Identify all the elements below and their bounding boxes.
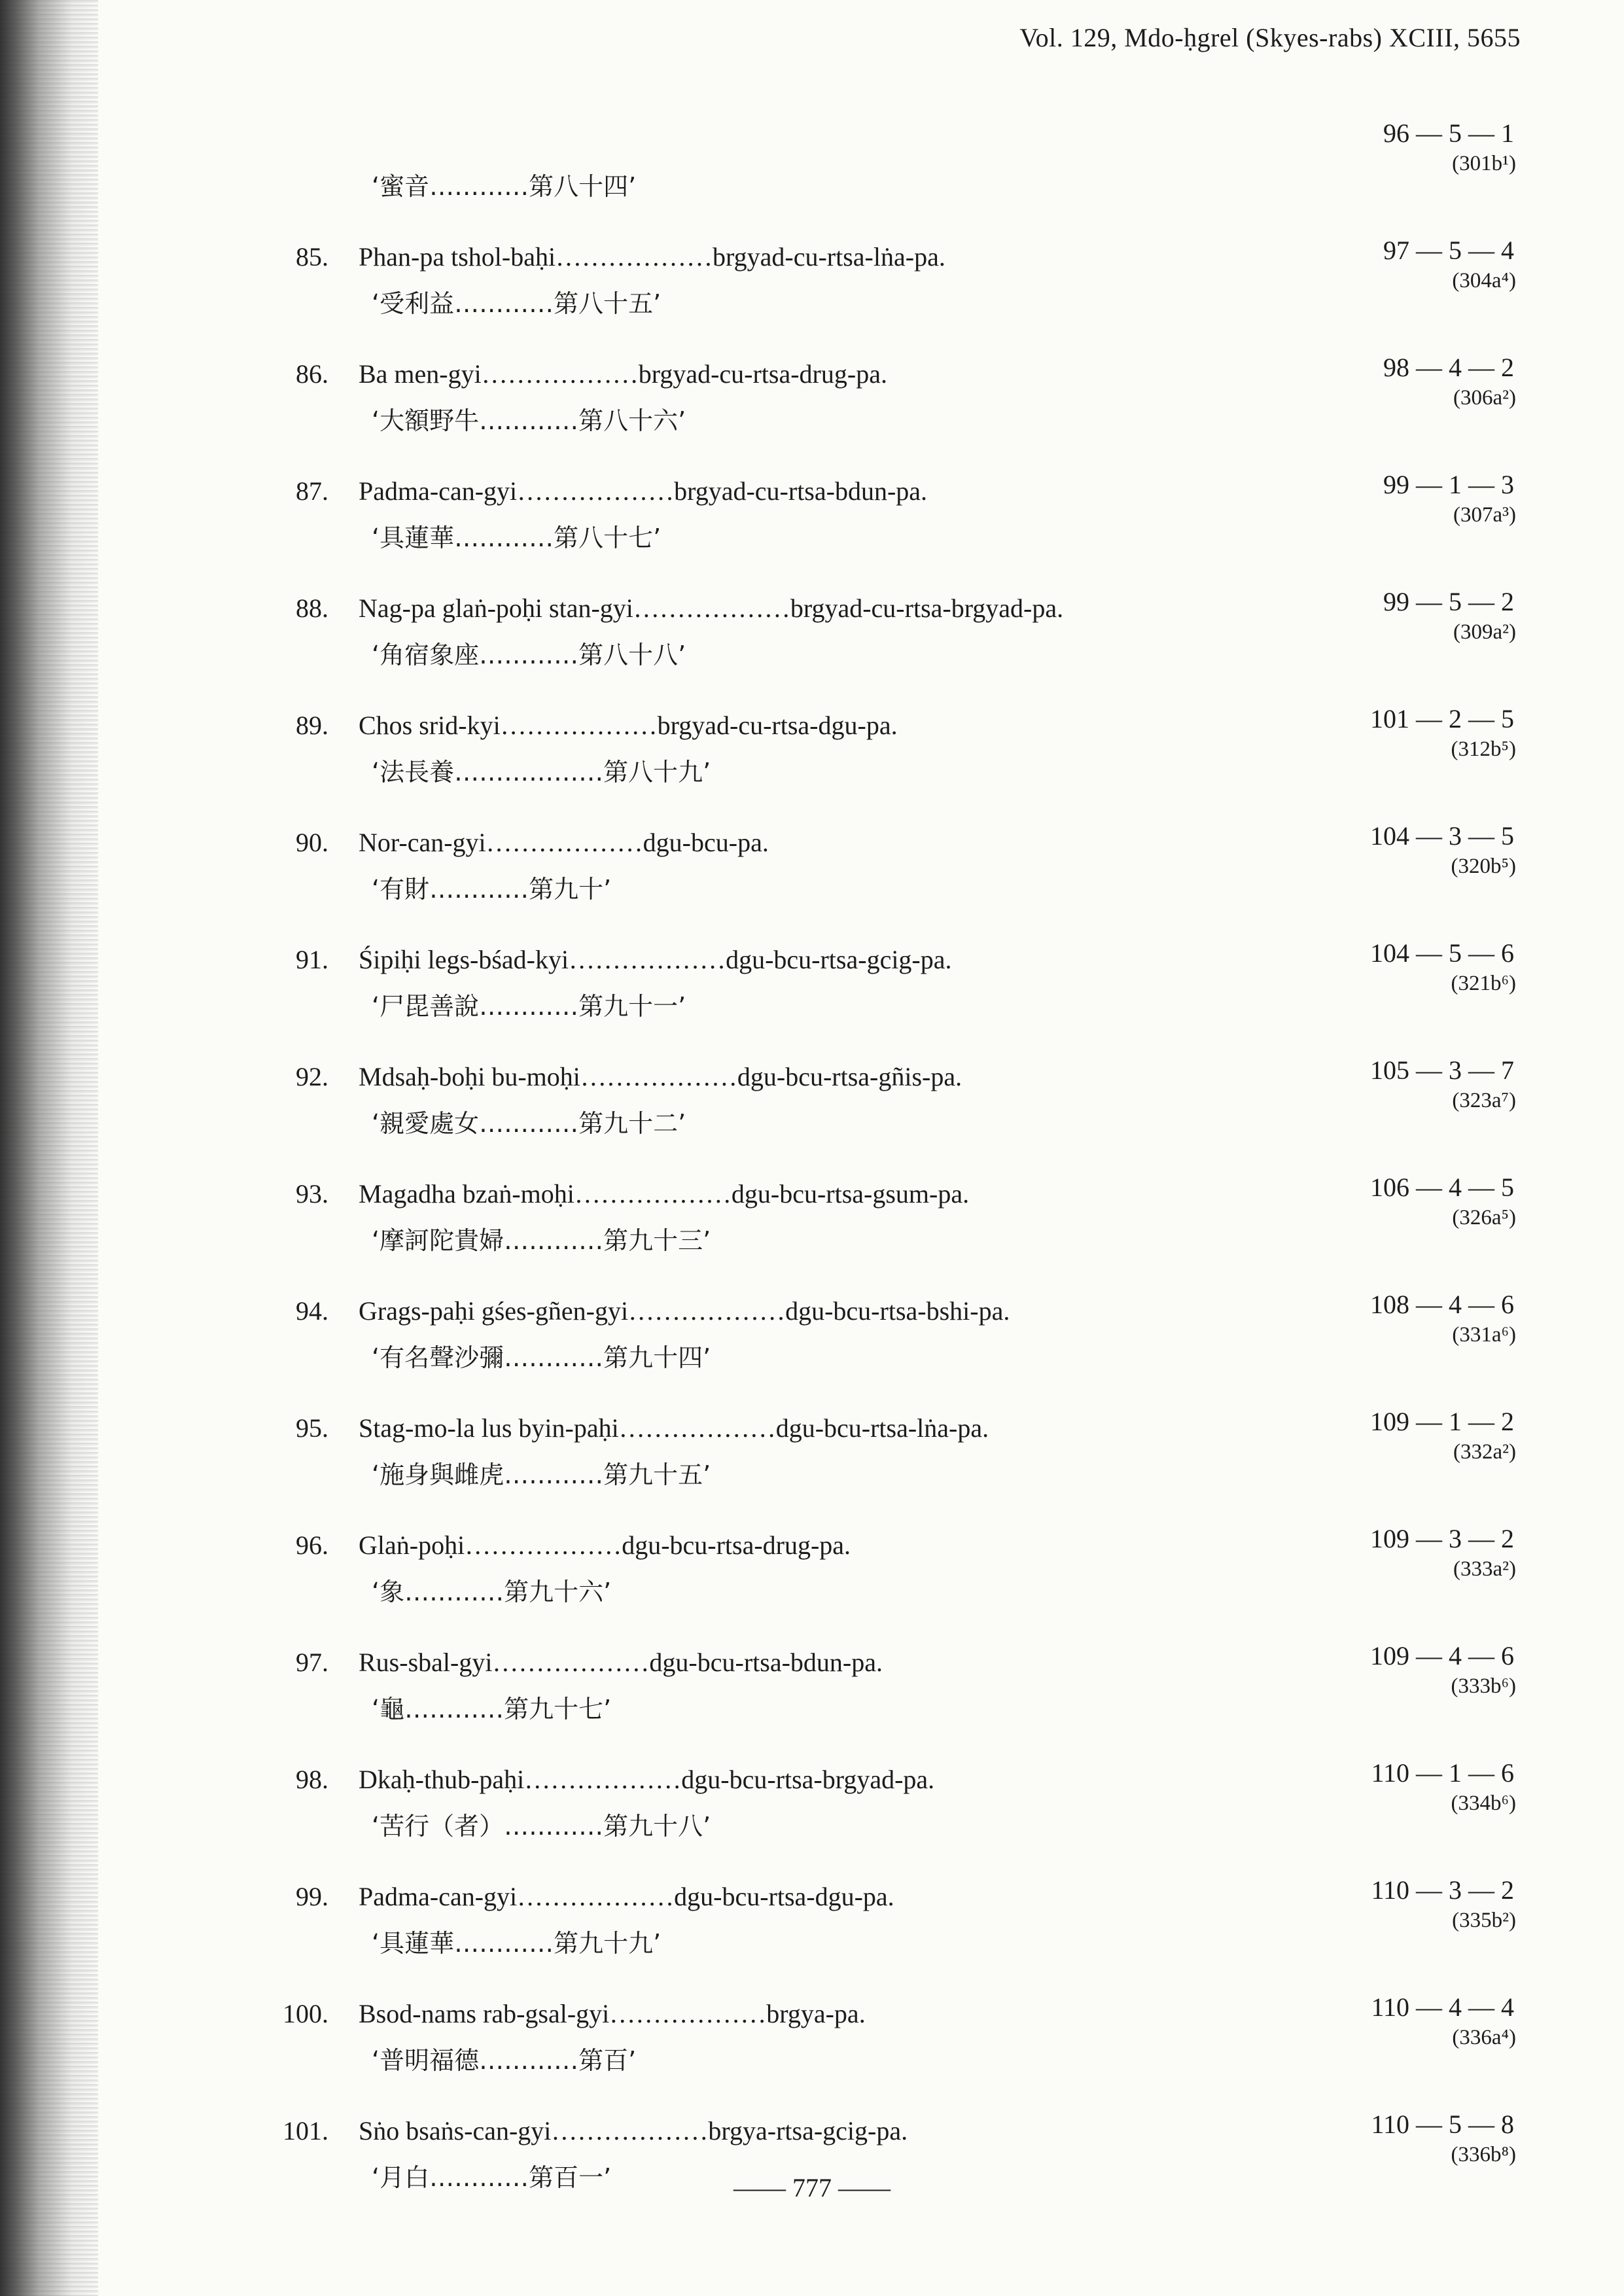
entry-folio: (323a⁷) — [1452, 1089, 1516, 1112]
entry-tibetan-title: Rus-sbal-gyi………………dgu-bcu-rtsa-bdun-pa. — [359, 1648, 883, 1677]
entry-chinese-title: ‘普明福德…………第百’ — [372, 2046, 637, 2075]
entry-folio: (336b⁸) — [1451, 2143, 1516, 2166]
entry-number: 99. — [296, 1882, 328, 1911]
catalogue-entry — [0, 1289, 1624, 1406]
entry-reference: 104 — 5 — 6 — [1370, 938, 1514, 968]
entry-tibetan-title: Glaṅ-poḥi………………dgu-bcu-rtsa-drug-pa. — [359, 1530, 851, 1560]
catalogue-entry — [0, 1172, 1624, 1289]
entry-number: 94. — [296, 1296, 328, 1326]
entry-folio: (331a⁶) — [1452, 1323, 1516, 1347]
entry-chinese-title: ‘具蓮華…………第八十七’ — [372, 523, 662, 552]
entry-folio: (307a³) — [1453, 503, 1516, 527]
catalogue-entry — [0, 118, 1624, 235]
entry-reference: 98 — 4 — 2 — [1383, 353, 1514, 382]
entry-number: 101. — [283, 2116, 328, 2146]
entry-folio: (312b⁵) — [1451, 737, 1516, 761]
catalogue-entry — [0, 1757, 1624, 1875]
entry-reference: 101 — 2 — 5 — [1370, 704, 1514, 733]
entry-reference: 105 — 3 — 7 — [1370, 1055, 1514, 1085]
entry-tibetan-title: Dkaḥ-thub-paḥi………………dgu-bcu-rtsa-brgyad-pa. — [359, 1765, 935, 1794]
entry-folio: (334b⁶) — [1451, 1792, 1516, 1815]
entry-tibetan-title: Bsod-nams rab-gsal-gyi………………brgya-pa. — [359, 1999, 866, 2028]
catalogue-entry — [0, 352, 1624, 469]
entry-reference: 109 — 4 — 6 — [1370, 1641, 1514, 1670]
entry-reference: 104 — 3 — 5 — [1370, 821, 1514, 851]
entry-tibetan-title: Nor-can-gyi………………dgu-bcu-pa. — [359, 828, 769, 857]
entry-tibetan-title: Chos srid-kyi………………brgyad-cu-rtsa-dgu-pa. — [359, 711, 898, 740]
entry-folio: (332a²) — [1453, 1440, 1516, 1464]
entry-chinese-title: ‘有名聲沙彌…………第九十四’ — [372, 1343, 711, 1372]
entry-chinese-title: ‘苦行（者）…………第九十八’ — [372, 1812, 711, 1841]
entry-tibetan-title: Phan-pa tshol-baḥi………………brgyad-cu-rtsa-lṅa-pa. — [359, 242, 945, 272]
entry-tibetan-title: Sṅo bsaṅs-can-gyi………………brgya-rtsa-gcig-pa. — [359, 2116, 908, 2146]
catalogue-entry — [0, 586, 1624, 703]
catalogue-entry — [0, 469, 1624, 586]
entry-tibetan-title: Magadha bzaṅ-moḥi………………dgu-bcu-rtsa-gsum-pa. — [359, 1179, 970, 1209]
entry-reference: 109 — 3 — 2 — [1370, 1524, 1514, 1553]
entry-reference: 99 — 5 — 2 — [1383, 587, 1514, 616]
catalogue-entry — [0, 1875, 1624, 1992]
entry-tibetan-title: Grags-paḥi gśes-gñen-gyi………………dgu-bcu-rtsa-bshi-pa. — [359, 1296, 1010, 1326]
entry-reference: 109 — 1 — 2 — [1370, 1407, 1514, 1436]
entry-number: 87. — [296, 476, 328, 506]
entry-chinese-title: ‘施身與雌虎…………第九十五’ — [372, 1460, 711, 1489]
catalogue-entry — [0, 1055, 1624, 1172]
entry-chinese-title: ‘具蓮華…………第九十九’ — [372, 1929, 662, 1958]
entry-tibetan-title: Śipiḥi legs-bśad-kyi………………dgu-bcu-rtsa-gcig-pa. — [359, 945, 952, 974]
entry-reference: 99 — 1 — 3 — [1383, 470, 1514, 499]
catalogue-entry — [0, 938, 1624, 1055]
entry-folio: (333a²) — [1453, 1557, 1516, 1581]
entry-folio: (326a⁵) — [1452, 1206, 1516, 1229]
entry-tibetan-title: Padma-can-gyi………………dgu-bcu-rtsa-dgu-pa. — [359, 1882, 894, 1911]
entry-folio: (333b⁶) — [1451, 1674, 1516, 1698]
entry-number: 88. — [296, 593, 328, 623]
entry-reference: 110 — 4 — 4 — [1371, 1992, 1514, 2022]
catalogue-entry — [0, 1992, 1624, 2109]
entry-folio: (321b⁶) — [1451, 972, 1516, 995]
entry-number: 91. — [296, 945, 328, 974]
entry-number: 86. — [296, 359, 328, 389]
catalogue-entry — [0, 703, 1624, 821]
entry-folio: (304a⁴) — [1452, 269, 1516, 292]
entry-chinese-title: ‘法長養………………第八十九’ — [372, 758, 711, 786]
entry-number: 89. — [296, 711, 328, 740]
entry-folio: (309a²) — [1453, 620, 1516, 644]
entry-chinese-title: ‘有財…………第九十’ — [372, 875, 612, 904]
entry-number: 96. — [296, 1530, 328, 1560]
catalogue-entry — [0, 821, 1624, 938]
catalogue-entry — [0, 1640, 1624, 1757]
entry-reference: 106 — 4 — 5 — [1370, 1173, 1514, 1202]
entry-number: 90. — [296, 828, 328, 857]
entry-chinese-title: ‘象…………第九十六’ — [372, 1578, 612, 1606]
entry-reference: 110 — 3 — 2 — [1371, 1875, 1514, 1905]
entry-chinese-title: ‘尸毘善說…………第九十一’ — [372, 992, 686, 1021]
entry-chinese-title: ‘龜…………第九十七’ — [372, 1695, 612, 1723]
entry-chinese-title: ‘角宿象座…………第八十八’ — [372, 641, 686, 669]
entry-chinese-title: ‘摩訶陀貴婦…………第九十三’ — [372, 1226, 711, 1255]
entry-chinese-title: ‘蜜音…………第八十四’ — [372, 172, 637, 201]
catalogue-entry — [0, 235, 1624, 352]
entry-chinese-title: ‘大額野牛…………第八十六’ — [372, 406, 686, 435]
page-number: —— 777 —— — [733, 2173, 891, 2202]
entry-chinese-title: ‘親愛處女…………第九十二’ — [372, 1109, 686, 1138]
entry-number: 98. — [296, 1765, 328, 1794]
entry-folio: (335b²) — [1452, 1909, 1516, 1932]
entry-tibetan-title: Nag-pa glaṅ-poḥi stan-gyi………………brgyad-cu-rtsa-brgyad-pa. — [359, 593, 1064, 623]
entry-number: 85. — [296, 242, 328, 272]
entry-number: 95. — [296, 1413, 328, 1443]
catalogue-entry — [0, 1523, 1624, 1640]
entry-tibetan-title: Padma-can-gyi………………brgyad-cu-rtsa-bdun-pa. — [359, 476, 928, 506]
entry-number: 100. — [283, 1999, 328, 2028]
entry-tibetan-title: Mdsaḥ-boḥi bu-moḥi………………dgu-bcu-rtsa-gñis-pa. — [359, 1062, 962, 1091]
entry-reference: 96 — 5 — 1 — [1383, 118, 1514, 148]
entry-folio: (301b¹) — [1452, 152, 1516, 175]
entry-number: 92. — [296, 1062, 328, 1091]
entry-number: 97. — [296, 1648, 328, 1677]
entry-reference: 110 — 1 — 6 — [1371, 1758, 1514, 1788]
entry-reference: 108 — 4 — 6 — [1370, 1290, 1514, 1319]
catalogue-entry-list — [0, 118, 1624, 2226]
entry-tibetan-title: Ba men-gyi………………brgyad-cu-rtsa-drug-pa. — [359, 359, 887, 389]
entry-reference: 110 — 5 — 8 — [1371, 2110, 1514, 2139]
entry-folio: (306a²) — [1453, 386, 1516, 410]
entry-folio: (336a⁴) — [1452, 2026, 1516, 2049]
entry-reference: 97 — 5 — 4 — [1383, 236, 1514, 265]
entry-chinese-title: ‘受利益…………第八十五’ — [372, 289, 662, 318]
catalogue-entry — [0, 2109, 1624, 2226]
entry-number: 93. — [296, 1179, 328, 1209]
entry-tibetan-title: Stag-mo-la lus byin-paḥi………………dgu-bcu-rtsa-lṅa-pa. — [359, 1413, 989, 1443]
catalogue-entry — [0, 1406, 1624, 1523]
entry-folio: (320b⁵) — [1451, 855, 1516, 878]
entry-chinese-title: ‘月白…………第百一’ — [372, 2163, 612, 2192]
running-header: Vol. 129, Mdo-ḥgrel (Skyes-rabs) XCIII, 5655 — [1019, 23, 1521, 52]
